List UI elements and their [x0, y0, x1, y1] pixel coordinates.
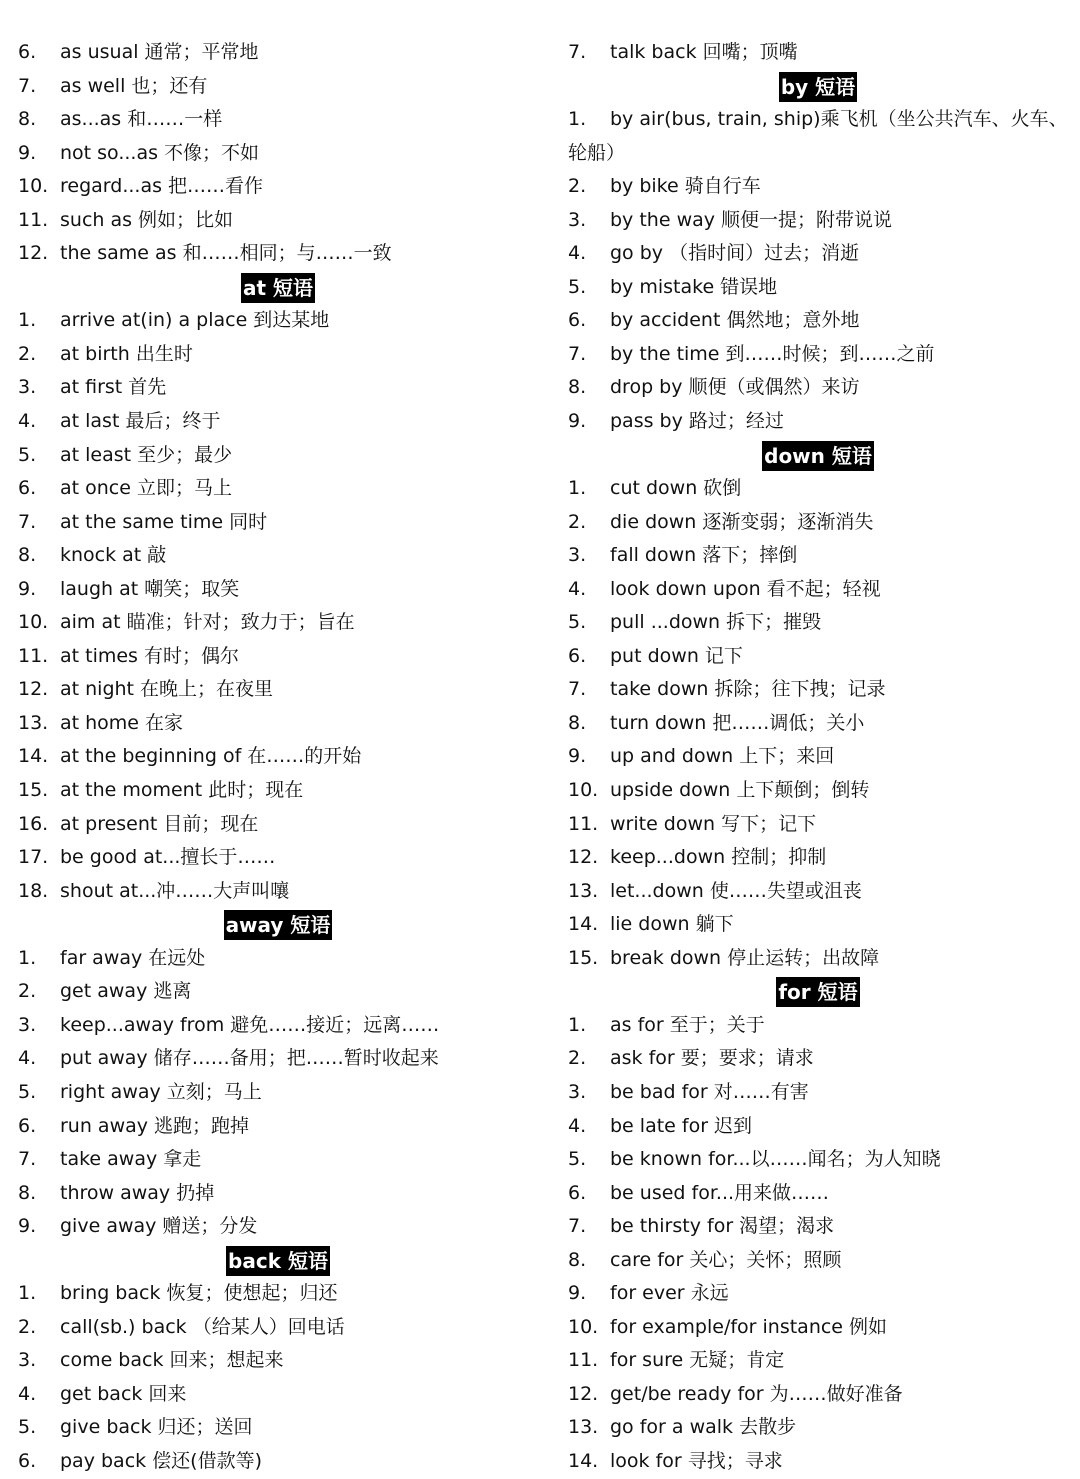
item-number: 1. [568, 477, 587, 500]
phrase-item [568, 271, 1068, 305]
phrase-item [18, 405, 538, 439]
phrase-text: at the moment 此时；现在 [60, 779, 304, 802]
phrase-item [568, 472, 1068, 506]
item-number: 6. [18, 41, 37, 63]
item-number: 4. [568, 242, 587, 265]
phrase-item [568, 707, 1068, 741]
phrase-text: lie down 躺下 [610, 913, 734, 936]
item-number: 2. [18, 980, 37, 1003]
item-number: 6. [568, 644, 587, 667]
phrase-text: go for a walk 去散步 [610, 1416, 797, 1439]
phrase-item [568, 237, 1068, 271]
phrase-item [18, 204, 538, 238]
item-number: 12. [568, 846, 599, 869]
phrase-text: get/be ready for 为……做好准备 [610, 1382, 903, 1405]
phrase-item [568, 304, 1068, 338]
phrase-item [568, 1378, 1068, 1412]
item-number: 2. [568, 510, 587, 533]
phrase-item [568, 1277, 1068, 1311]
item-number: 6. [18, 1114, 37, 1137]
phrase-text: ask for 要；要求；请求 [610, 1047, 814, 1070]
phrase-text: get away 逃离 [60, 980, 192, 1003]
phrase-text: keep...away from 避免……接近；远离…… [60, 1013, 440, 1036]
item-number: 7. [568, 342, 587, 365]
item-number: 7. [568, 41, 587, 63]
phrase-text: at home 在家 [60, 711, 184, 734]
item-number: 14. [18, 745, 49, 768]
phrase-item [568, 103, 1068, 137]
phrase-item [568, 506, 1068, 540]
phrase-text: be good at...擅长于…… [60, 846, 276, 869]
phrase-item [18, 1042, 538, 1076]
phrase-text: for ever 永远 [610, 1282, 729, 1305]
phrase-text: look for 寻找；寻求 [610, 1449, 783, 1472]
item-number: 4. [18, 1382, 37, 1405]
item-number: 17. [18, 846, 49, 869]
item-number: 4. [18, 410, 37, 433]
phrase-item [18, 1378, 538, 1412]
item-number: 3. [18, 376, 37, 399]
phrase-item [18, 1445, 538, 1479]
section-heading: down 短语 [762, 441, 874, 471]
item-number: 5. [18, 443, 37, 466]
phrase-item [568, 1177, 1068, 1211]
phrase-item [18, 36, 538, 70]
phrase-text: be thirsty for 渴望；渴求 [610, 1215, 835, 1238]
phrase-item [18, 673, 538, 707]
item-number: 8. [568, 376, 587, 399]
phrase-text: for sure 无疑；肯定 [610, 1349, 785, 1372]
section-heading: back 短语 [226, 1246, 330, 1276]
phrase-item [18, 573, 538, 607]
item-number: 2. [568, 175, 587, 198]
item-number: 13. [568, 1416, 599, 1439]
phrase-item [568, 774, 1068, 808]
item-number: 13. [18, 711, 49, 734]
item-number: 9. [18, 141, 37, 164]
phrase-item [18, 1344, 538, 1378]
phrase-text: the same as 和……相同；与……一致 [60, 242, 392, 265]
phrase-item [18, 875, 538, 909]
phrase-text: keep...down 控制；抑制 [610, 846, 827, 869]
item-number: 14. [568, 1449, 599, 1472]
phrase-text: give away 赠送；分发 [60, 1215, 258, 1238]
phrase-item [568, 204, 1068, 238]
phrase-text: cut down 砍倒 [610, 477, 742, 500]
item-number: 3. [568, 208, 587, 231]
item-number: 9. [18, 577, 37, 600]
phrase-text: be known for...以……闻名；为人知晓 [610, 1148, 941, 1171]
item-number: 14. [568, 913, 599, 936]
phrase-item [18, 338, 538, 372]
item-number: 3. [568, 1080, 587, 1103]
left-column [18, 36, 538, 1479]
section-heading-row [568, 70, 1068, 104]
phrase-text: as usual 通常；平常地 [60, 41, 259, 63]
phrase-item [18, 606, 538, 640]
item-number: 9. [568, 410, 587, 433]
phrase-item [18, 170, 538, 204]
item-number: 6. [568, 309, 587, 332]
item-number: 7. [18, 74, 37, 97]
phrase-item [568, 740, 1068, 774]
phrase-text: far away 在远处 [60, 946, 206, 969]
phrase-item [568, 539, 1068, 573]
phrase-text: pass by 路过；经过 [610, 410, 784, 433]
phrase-text: laugh at 嘲笑；取笑 [60, 577, 240, 600]
phrase-item [568, 36, 1068, 70]
item-number: 8. [568, 1248, 587, 1271]
item-number: 1. [568, 1013, 587, 1036]
phrase-text: bring back 恢复；使想起；归还 [60, 1282, 338, 1305]
item-number: 18. [18, 879, 49, 902]
item-number: 4. [568, 1114, 587, 1137]
phrase-item [18, 808, 538, 842]
section-heading-row [18, 271, 538, 305]
section-heading: by 短语 [779, 72, 857, 102]
phrase-item [18, 137, 538, 171]
phrase-text: run away 逃跑；跑掉 [60, 1114, 250, 1137]
phrase-text: throw away 扔掉 [60, 1181, 215, 1204]
phrase-text: by accident 偶然地；意外地 [610, 309, 860, 332]
phrase-item [18, 1177, 538, 1211]
item-number: 15. [18, 779, 49, 802]
item-number: 5. [18, 1080, 37, 1103]
phrase-text: get back 回来 [60, 1382, 187, 1405]
item-number: 11. [18, 644, 49, 667]
phrase-text: break down 停止运转；出故障 [610, 946, 880, 969]
phrase-item [568, 405, 1068, 439]
phrase-item [18, 740, 538, 774]
phrase-text: give back 归还；送回 [60, 1416, 253, 1439]
item-number: 15. [568, 946, 599, 969]
phrase-item [568, 1076, 1068, 1110]
section-heading: at 短语 [241, 273, 315, 303]
phrase-text: at times 有时；偶尔 [60, 644, 239, 667]
phrase-item [18, 841, 538, 875]
phrase-continuation: 轮船） [568, 141, 626, 164]
item-number: 9. [18, 1215, 37, 1238]
phrase-item [568, 1311, 1068, 1345]
phrase-text: drop by 顺便（或偶然）来访 [610, 376, 860, 399]
phrase-text: look down upon 看不起；轻视 [610, 577, 881, 600]
item-number: 8. [18, 544, 37, 567]
phrase-item [568, 1445, 1068, 1479]
phrase-item [18, 640, 538, 674]
item-number: 10. [568, 1315, 599, 1338]
phrase-item [18, 975, 538, 1009]
phrase-text: at once 立即；马上 [60, 477, 232, 500]
item-number: 5. [568, 275, 587, 298]
phrase-item [568, 1042, 1068, 1076]
phrase-item [568, 875, 1068, 909]
phrase-text: at the same time 同时 [60, 510, 268, 533]
phrase-item [18, 1311, 538, 1345]
item-number: 7. [18, 510, 37, 533]
phrase-item [18, 1110, 538, 1144]
phrase-item [18, 70, 538, 104]
item-number: 1. [568, 108, 587, 131]
phrase-text: by the time 到……时候；到……之前 [610, 342, 935, 365]
phrase-text: by air(bus, train, ship)乘飞机（坐公共汽车、火车、 [610, 108, 1068, 131]
item-number: 7. [18, 1148, 37, 1171]
item-number: 10. [18, 175, 49, 198]
item-number: 11. [568, 812, 599, 835]
phrase-text: take down 拆除；往下拽；记录 [610, 678, 886, 701]
phrase-item [568, 673, 1068, 707]
phrase-text: up and down 上下；来回 [610, 745, 835, 768]
item-number: 4. [18, 1047, 37, 1070]
section-heading-row [568, 975, 1068, 1009]
phrase-text: by bike 骑自行车 [610, 175, 761, 198]
item-number: 10. [18, 611, 49, 634]
phrase-item [18, 371, 538, 405]
section-heading: for 短语 [776, 977, 859, 1007]
phrase-text: fall down 落下；摔倒 [610, 544, 798, 567]
item-number: 6. [18, 1449, 37, 1472]
item-number: 8. [568, 711, 587, 734]
phrase-text: put down 记下 [610, 644, 743, 667]
phrase-text: for example/for instance 例如 [610, 1315, 888, 1338]
phrase-text: right away 立刻；马上 [60, 1080, 262, 1103]
phrase-item [568, 841, 1068, 875]
item-number: 8. [18, 108, 37, 131]
phrase-text: as well 也；还有 [60, 74, 208, 97]
right-column [568, 36, 1068, 1479]
phrase-text: as for 至于；关于 [610, 1013, 765, 1036]
phrase-text: come back 回来；想起来 [60, 1349, 284, 1372]
item-number: 3. [568, 544, 587, 567]
phrase-text: shout at...冲……大声叫嚷 [60, 879, 290, 902]
phrase-text: as...as 和……一样 [60, 108, 223, 131]
item-number: 11. [18, 208, 49, 231]
phrase-item [18, 1411, 538, 1445]
item-number: 4. [568, 577, 587, 600]
phrase-text: at first 首先 [60, 376, 167, 399]
phrase-item [18, 472, 538, 506]
phrase-text: by mistake 错误地 [610, 275, 778, 298]
item-number: 9. [568, 1282, 587, 1305]
item-number: 3. [18, 1349, 37, 1372]
item-number: 16. [18, 812, 49, 835]
phrase-item [568, 170, 1068, 204]
item-number: 6. [568, 1181, 587, 1204]
item-number: 6. [18, 477, 37, 500]
phrase-item [18, 304, 538, 338]
phrase-text: not so...as 不像；不如 [60, 141, 260, 164]
item-number: 7. [568, 678, 587, 701]
phrase-item [18, 237, 538, 271]
phrase-text: die down 逐渐变弱；逐渐消失 [610, 510, 874, 533]
item-number: 12. [568, 1382, 599, 1405]
section-heading: away 短语 [224, 910, 333, 940]
phrase-text: go by （指时间）过去；消逝 [610, 242, 860, 265]
phrase-text: regard...as 把……看作 [60, 175, 264, 198]
item-number: 13. [568, 879, 599, 902]
phrase-text: turn down 把……调低；关小 [610, 711, 865, 734]
phrase-item [18, 1277, 538, 1311]
phrase-item [568, 808, 1068, 842]
item-number: 3. [18, 1013, 37, 1036]
phrase-item [568, 908, 1068, 942]
item-number: 7. [568, 1215, 587, 1238]
item-number: 5. [568, 1148, 587, 1171]
item-number: 2. [568, 1047, 587, 1070]
item-number: 5. [18, 1416, 37, 1439]
phrase-item [568, 1244, 1068, 1278]
phrase-item [568, 371, 1068, 405]
phrase-text: be used for...用来做…… [610, 1181, 830, 1204]
phrase-text: let...down 使……失望或沮丧 [610, 879, 862, 902]
phrase-text: aim at 瞄准；针对；致力于；旨在 [60, 611, 355, 634]
phrase-item [568, 1009, 1068, 1043]
phrase-item [568, 573, 1068, 607]
phrase-text: pull ...down 拆下；摧毁 [610, 611, 822, 634]
phrase-text: upside down 上下颠倒；倒转 [610, 779, 870, 802]
phrase-item [568, 1210, 1068, 1244]
section-heading-row [18, 1244, 538, 1278]
phrase-item [18, 707, 538, 741]
item-number: 1. [18, 946, 37, 969]
phrase-text: call(sb.) back （给某人）回电话 [60, 1315, 345, 1338]
phrase-item [568, 640, 1068, 674]
item-number: 1. [18, 1282, 37, 1305]
item-number: 9. [568, 745, 587, 768]
phrase-text: at the beginning of 在……的开始 [60, 745, 362, 768]
item-number: 8. [18, 1181, 37, 1204]
item-number: 11. [568, 1349, 599, 1372]
phrase-text: be late for 迟到 [610, 1114, 753, 1137]
phrase-text: such as 例如；比如 [60, 208, 234, 231]
item-number: 2. [18, 342, 37, 365]
phrase-item [568, 1143, 1068, 1177]
phrase-item [568, 338, 1068, 372]
phrase-item [568, 1411, 1068, 1445]
phrase-text: arrive at(in) a place 到达某地 [60, 309, 330, 332]
phrase-text: be bad for 对……有害 [610, 1080, 809, 1103]
phrase-text: at night 在晚上；在夜里 [60, 678, 274, 701]
phrase-text: take away 拿走 [60, 1148, 202, 1171]
phrase-item [18, 774, 538, 808]
phrase-item [568, 942, 1068, 976]
phrase-text: talk back 回嘴；顶嘴 [610, 41, 798, 63]
item-number: 12. [18, 242, 49, 265]
item-number: 12. [18, 678, 49, 701]
phrase-item [18, 1009, 538, 1043]
section-heading-row [568, 439, 1068, 473]
item-number: 5. [568, 611, 587, 634]
phrase-item [18, 103, 538, 137]
item-number: 1. [18, 309, 37, 332]
phrase-item [18, 942, 538, 976]
phrase-item [18, 1143, 538, 1177]
phrase-text: knock at 敲 [60, 544, 167, 567]
item-number: 10. [568, 779, 599, 802]
phrase-item [18, 1076, 538, 1110]
phrase-text: write down 写下；记下 [610, 812, 817, 835]
phrase-text: at birth 出生时 [60, 342, 193, 365]
phrase-item [18, 439, 538, 473]
phrase-text: at present 目前；现在 [60, 812, 259, 835]
section-heading-row [18, 908, 538, 942]
phrase-item [18, 539, 538, 573]
phrase-item [568, 1110, 1068, 1144]
phrase-text: at least 至少；最少 [60, 443, 233, 466]
phrase-item [568, 1344, 1068, 1378]
phrase-item [18, 1210, 538, 1244]
phrase-item [18, 506, 538, 540]
phrase-text: pay back 偿还(借款等) [60, 1449, 263, 1472]
phrase-text: put away 储存……备用；把……暂时收起来 [60, 1047, 439, 1070]
item-number: 2. [18, 1315, 37, 1338]
phrase-text: at last 最后；终于 [60, 410, 221, 433]
phrase-text: care for 关心；关怀；照顾 [610, 1248, 842, 1271]
phrase-text: by the way 顺便一提；附带说说 [610, 208, 893, 231]
phrase-item [568, 606, 1068, 640]
